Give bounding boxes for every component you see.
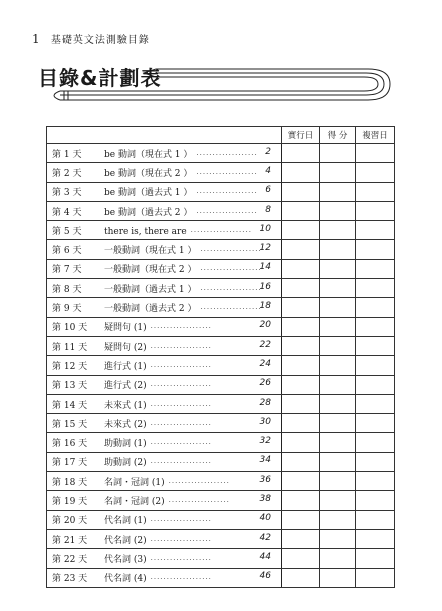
day-label: 第 5 天: [52, 226, 82, 237]
review-date-cell[interactable]: [356, 163, 395, 182]
lesson-topic: 進行式 (1): [104, 361, 147, 372]
score-cell[interactable]: [320, 510, 356, 529]
executed-date-cell[interactable]: [282, 201, 320, 220]
leader-dots: ···················: [150, 575, 212, 584]
table-row: [47, 240, 395, 259]
table-row: [47, 144, 395, 163]
table-row: [47, 529, 395, 548]
table-row: [47, 375, 395, 394]
day-label: 第 12 天: [52, 361, 88, 372]
score-cell[interactable]: [320, 144, 356, 163]
review-date-cell[interactable]: [356, 240, 395, 259]
executed-date-cell[interactable]: [282, 452, 320, 471]
lesson-topic: 疑問句 (2): [104, 342, 147, 353]
lesson-cell: [47, 336, 282, 355]
lesson-topic: 代名詞 (3): [104, 554, 147, 565]
review-date-cell[interactable]: [356, 356, 395, 375]
review-date-cell[interactable]: [356, 452, 395, 471]
review-date-cell[interactable]: [356, 259, 395, 278]
score-cell[interactable]: [320, 336, 356, 355]
lesson-topic: be 動詞（現在式 2 ）: [104, 168, 193, 179]
leader-dots: ···················: [150, 362, 212, 371]
page-ref: 24: [259, 358, 271, 369]
leader-dots: ···················: [200, 266, 262, 275]
lesson-cell: [47, 279, 282, 298]
score-cell[interactable]: [320, 452, 356, 471]
lesson-cell: [47, 356, 282, 375]
lesson-topic: 疑問句 (1): [104, 323, 147, 334]
executed-date-cell[interactable]: [282, 356, 320, 375]
review-date-cell[interactable]: [356, 549, 395, 568]
review-date-cell[interactable]: [356, 182, 395, 201]
lesson-cell: [47, 144, 282, 163]
page-ref: 2: [265, 146, 271, 157]
table-row: [47, 568, 395, 587]
leader-dots: ···················: [150, 555, 212, 564]
executed-date-cell[interactable]: [282, 375, 320, 394]
executed-date-cell[interactable]: [282, 163, 320, 182]
executed-date-cell[interactable]: [282, 279, 320, 298]
table-row: [47, 549, 395, 568]
score-cell[interactable]: [320, 472, 356, 491]
lesson-topic: 一般動詞（現在式 2 ）: [104, 265, 197, 276]
review-date-cell[interactable]: [356, 568, 395, 587]
page-ref: 12: [259, 243, 271, 254]
day-label: 第 10 天: [52, 323, 88, 334]
executed-date-cell[interactable]: [282, 433, 320, 452]
leader-dots: ···················: [200, 285, 262, 294]
leader-dots: ···················: [196, 189, 258, 198]
page-ref: 16: [259, 281, 271, 292]
executed-date-cell[interactable]: [282, 336, 320, 355]
day-label: 第 20 天: [52, 516, 88, 527]
lesson-cell: [47, 163, 282, 182]
review-date-cell[interactable]: [356, 529, 395, 548]
score-cell[interactable]: [320, 433, 356, 452]
day-label: 第 6 天: [52, 246, 82, 257]
executed-date-cell[interactable]: [282, 394, 320, 413]
executed-date-cell[interactable]: [282, 259, 320, 278]
day-label: 第 11 天: [52, 342, 88, 353]
lesson-cell: [47, 182, 282, 201]
page-ref: 8: [265, 204, 271, 215]
executed-date-cell[interactable]: [282, 491, 320, 510]
review-date-cell[interactable]: [356, 414, 395, 433]
score-cell[interactable]: [320, 394, 356, 413]
table-row: [47, 182, 395, 201]
day-label: 第 8 天: [52, 284, 82, 295]
review-date-cell[interactable]: [356, 394, 395, 413]
leader-dots: ···················: [150, 536, 212, 545]
leader-dots: ···················: [150, 440, 212, 449]
score-cell[interactable]: [320, 182, 356, 201]
review-date-cell[interactable]: [356, 221, 395, 240]
page-ref: 26: [259, 378, 271, 389]
review-date-cell[interactable]: [356, 510, 395, 529]
page-ref: 28: [259, 397, 271, 408]
executed-date-cell[interactable]: [282, 549, 320, 568]
lesson-cell: [47, 472, 282, 491]
review-date-cell[interactable]: [356, 472, 395, 491]
table-row: [47, 221, 395, 240]
table-row: [47, 394, 395, 413]
lesson-cell: [47, 298, 282, 317]
lesson-cell: [47, 317, 282, 336]
page-ref: 40: [259, 513, 271, 524]
day-label: 第 2 天: [52, 168, 82, 179]
leader-dots: ···················: [150, 382, 212, 391]
day-label: 第 16 天: [52, 439, 88, 450]
day-label: 第 22 天: [52, 554, 88, 565]
lesson-cell: [47, 394, 282, 413]
page-ref: 20: [259, 320, 271, 331]
review-date-cell[interactable]: [356, 144, 395, 163]
lesson-topic: 一般動詞（過去式 1 ）: [104, 284, 197, 295]
lesson-topic: 名詞・冠詞 (1): [104, 477, 165, 488]
review-date-cell[interactable]: [356, 375, 395, 394]
leader-dots: ···················: [150, 343, 212, 352]
table-row: [47, 510, 395, 529]
lesson-topic: there is, there are: [104, 226, 187, 237]
table-row: [47, 201, 395, 220]
score-cell[interactable]: [320, 240, 356, 259]
page-ref: 46: [259, 571, 271, 582]
page-ref: 44: [259, 551, 271, 562]
score-cell[interactable]: [320, 549, 356, 568]
lesson-topic: 代名詞 (2): [104, 535, 147, 546]
lesson-cell: [47, 549, 282, 568]
lesson-cell: [47, 414, 282, 433]
table-row: [47, 472, 395, 491]
lesson-topic: be 動詞（過去式 2 ）: [104, 207, 193, 218]
score-cell[interactable]: [320, 529, 356, 548]
leader-dots: ···················: [150, 517, 212, 526]
review-date-cell[interactable]: [356, 317, 395, 336]
table-row: [47, 317, 395, 336]
review-date-cell[interactable]: [356, 201, 395, 220]
leader-dots: ···················: [200, 305, 262, 314]
score-cell[interactable]: [320, 298, 356, 317]
lesson-cell: [47, 452, 282, 471]
lesson-cell: [47, 240, 282, 259]
score-cell[interactable]: [320, 568, 356, 587]
lesson-topic: 進行式 (2): [104, 381, 147, 392]
page-ref: 22: [259, 339, 271, 350]
executed-date-cell[interactable]: [282, 144, 320, 163]
day-label: 第 23 天: [52, 574, 88, 585]
leader-dots: ···················: [196, 169, 258, 178]
executed-date-cell[interactable]: [282, 568, 320, 587]
header-score: 得 分: [320, 127, 356, 144]
lesson-cell: [47, 201, 282, 220]
day-label: 第 3 天: [52, 188, 82, 199]
leader-dots: ···················: [150, 459, 212, 468]
review-date-cell[interactable]: [356, 298, 395, 317]
executed-date-cell[interactable]: [282, 414, 320, 433]
table-row: [47, 279, 395, 298]
leader-dots: ···················: [150, 324, 212, 333]
lesson-cell: [47, 491, 282, 510]
review-date-cell[interactable]: [356, 279, 395, 298]
executed-date-cell[interactable]: [282, 510, 320, 529]
day-label: 第 13 天: [52, 381, 88, 392]
schedule-table: [46, 126, 395, 588]
executed-date-cell[interactable]: [282, 529, 320, 548]
score-cell[interactable]: [320, 279, 356, 298]
lesson-topic: be 動詞（現在式 1 ）: [104, 149, 193, 160]
page-ref: 38: [259, 493, 271, 504]
leader-dots: ···················: [150, 420, 212, 429]
page-title: 目錄&計劃表: [38, 66, 162, 90]
page-ref: 14: [259, 262, 271, 273]
table-row: [47, 163, 395, 182]
page-ref: 42: [259, 532, 271, 543]
table-header-row: [47, 127, 395, 144]
day-label: 第 9 天: [52, 304, 82, 315]
leader-dots: ···················: [200, 247, 262, 256]
day-label: 第 21 天: [52, 535, 88, 546]
executed-date-cell[interactable]: [282, 240, 320, 259]
table-row: [47, 336, 395, 355]
lesson-cell: [47, 529, 282, 548]
score-cell[interactable]: [320, 491, 356, 510]
review-date-cell[interactable]: [356, 336, 395, 355]
lesson-topic: be 動詞（過去式 1 ）: [104, 188, 193, 199]
lesson-cell: [47, 568, 282, 587]
score-cell[interactable]: [320, 356, 356, 375]
header-review-date: 複習日: [356, 127, 395, 144]
day-label: 第 7 天: [52, 265, 82, 276]
lesson-topic: 名詞・冠詞 (2): [104, 496, 165, 507]
score-cell[interactable]: [320, 317, 356, 336]
header-item-column: [47, 127, 282, 144]
table-row: [47, 414, 395, 433]
table-row: [47, 298, 395, 317]
leader-dots: ···················: [168, 497, 230, 506]
table-row: [47, 259, 395, 278]
leader-dots: ···················: [150, 401, 212, 410]
lesson-cell: [47, 375, 282, 394]
score-cell[interactable]: [320, 201, 356, 220]
score-cell[interactable]: [320, 414, 356, 433]
header-executed-date: 實行日: [282, 127, 320, 144]
score-cell[interactable]: [320, 375, 356, 394]
executed-date-cell[interactable]: [282, 221, 320, 240]
lesson-topic: 未來式 (1): [104, 400, 147, 411]
day-label: 第 4 天: [52, 207, 82, 218]
page-ref: 34: [259, 455, 271, 466]
leader-dots: ···················: [196, 208, 258, 217]
page-ref: 18: [259, 301, 271, 312]
day-label: 第 1 天: [52, 149, 82, 160]
lesson-topic: 助動詞 (2): [104, 458, 147, 469]
page-ref: 4: [265, 165, 271, 176]
lesson-cell: [47, 259, 282, 278]
score-cell[interactable]: [320, 259, 356, 278]
title-block: [38, 60, 400, 110]
executed-date-cell[interactable]: [282, 317, 320, 336]
day-label: 第 17 天: [52, 458, 88, 469]
lesson-topic: 助動詞 (1): [104, 439, 147, 450]
leader-dots: ···················: [168, 478, 230, 487]
day-label: 第 14 天: [52, 400, 88, 411]
page-number: 1: [32, 32, 41, 46]
score-cell[interactable]: [320, 221, 356, 240]
table-body: [47, 144, 395, 588]
lesson-cell: [47, 433, 282, 452]
page-ref: 6: [265, 185, 271, 196]
executed-date-cell[interactable]: [282, 472, 320, 491]
lesson-topic: 一般動詞（現在式 1 ）: [104, 246, 197, 257]
table-row: [47, 452, 395, 471]
executed-date-cell[interactable]: [282, 298, 320, 317]
day-label: 第 19 天: [52, 496, 88, 507]
day-label: 第 18 天: [52, 477, 88, 488]
book-title: 基礎英文法測驗目錄: [50, 35, 150, 46]
table-row: [47, 356, 395, 375]
review-date-cell[interactable]: [356, 433, 395, 452]
score-cell[interactable]: [320, 163, 356, 182]
lesson-cell: [47, 221, 282, 240]
leader-dots: ···················: [196, 150, 258, 159]
lesson-topic: 代名詞 (4): [104, 574, 147, 585]
table-row: [47, 433, 395, 452]
table-row: [47, 491, 395, 510]
page-ref: 32: [259, 436, 271, 447]
lesson-cell: [47, 510, 282, 529]
review-date-cell[interactable]: [356, 491, 395, 510]
lesson-topic: 未來式 (2): [104, 419, 147, 430]
running-header: [32, 31, 150, 46]
leader-dots: ···················: [190, 227, 252, 236]
lesson-topic: 代名詞 (1): [104, 516, 147, 527]
executed-date-cell[interactable]: [282, 182, 320, 201]
page-ref: 30: [259, 416, 271, 427]
lesson-topic: 一般動詞（過去式 2 ）: [104, 304, 197, 315]
page-ref: 36: [259, 474, 271, 485]
page-ref: 10: [259, 223, 271, 234]
day-label: 第 15 天: [52, 419, 88, 430]
